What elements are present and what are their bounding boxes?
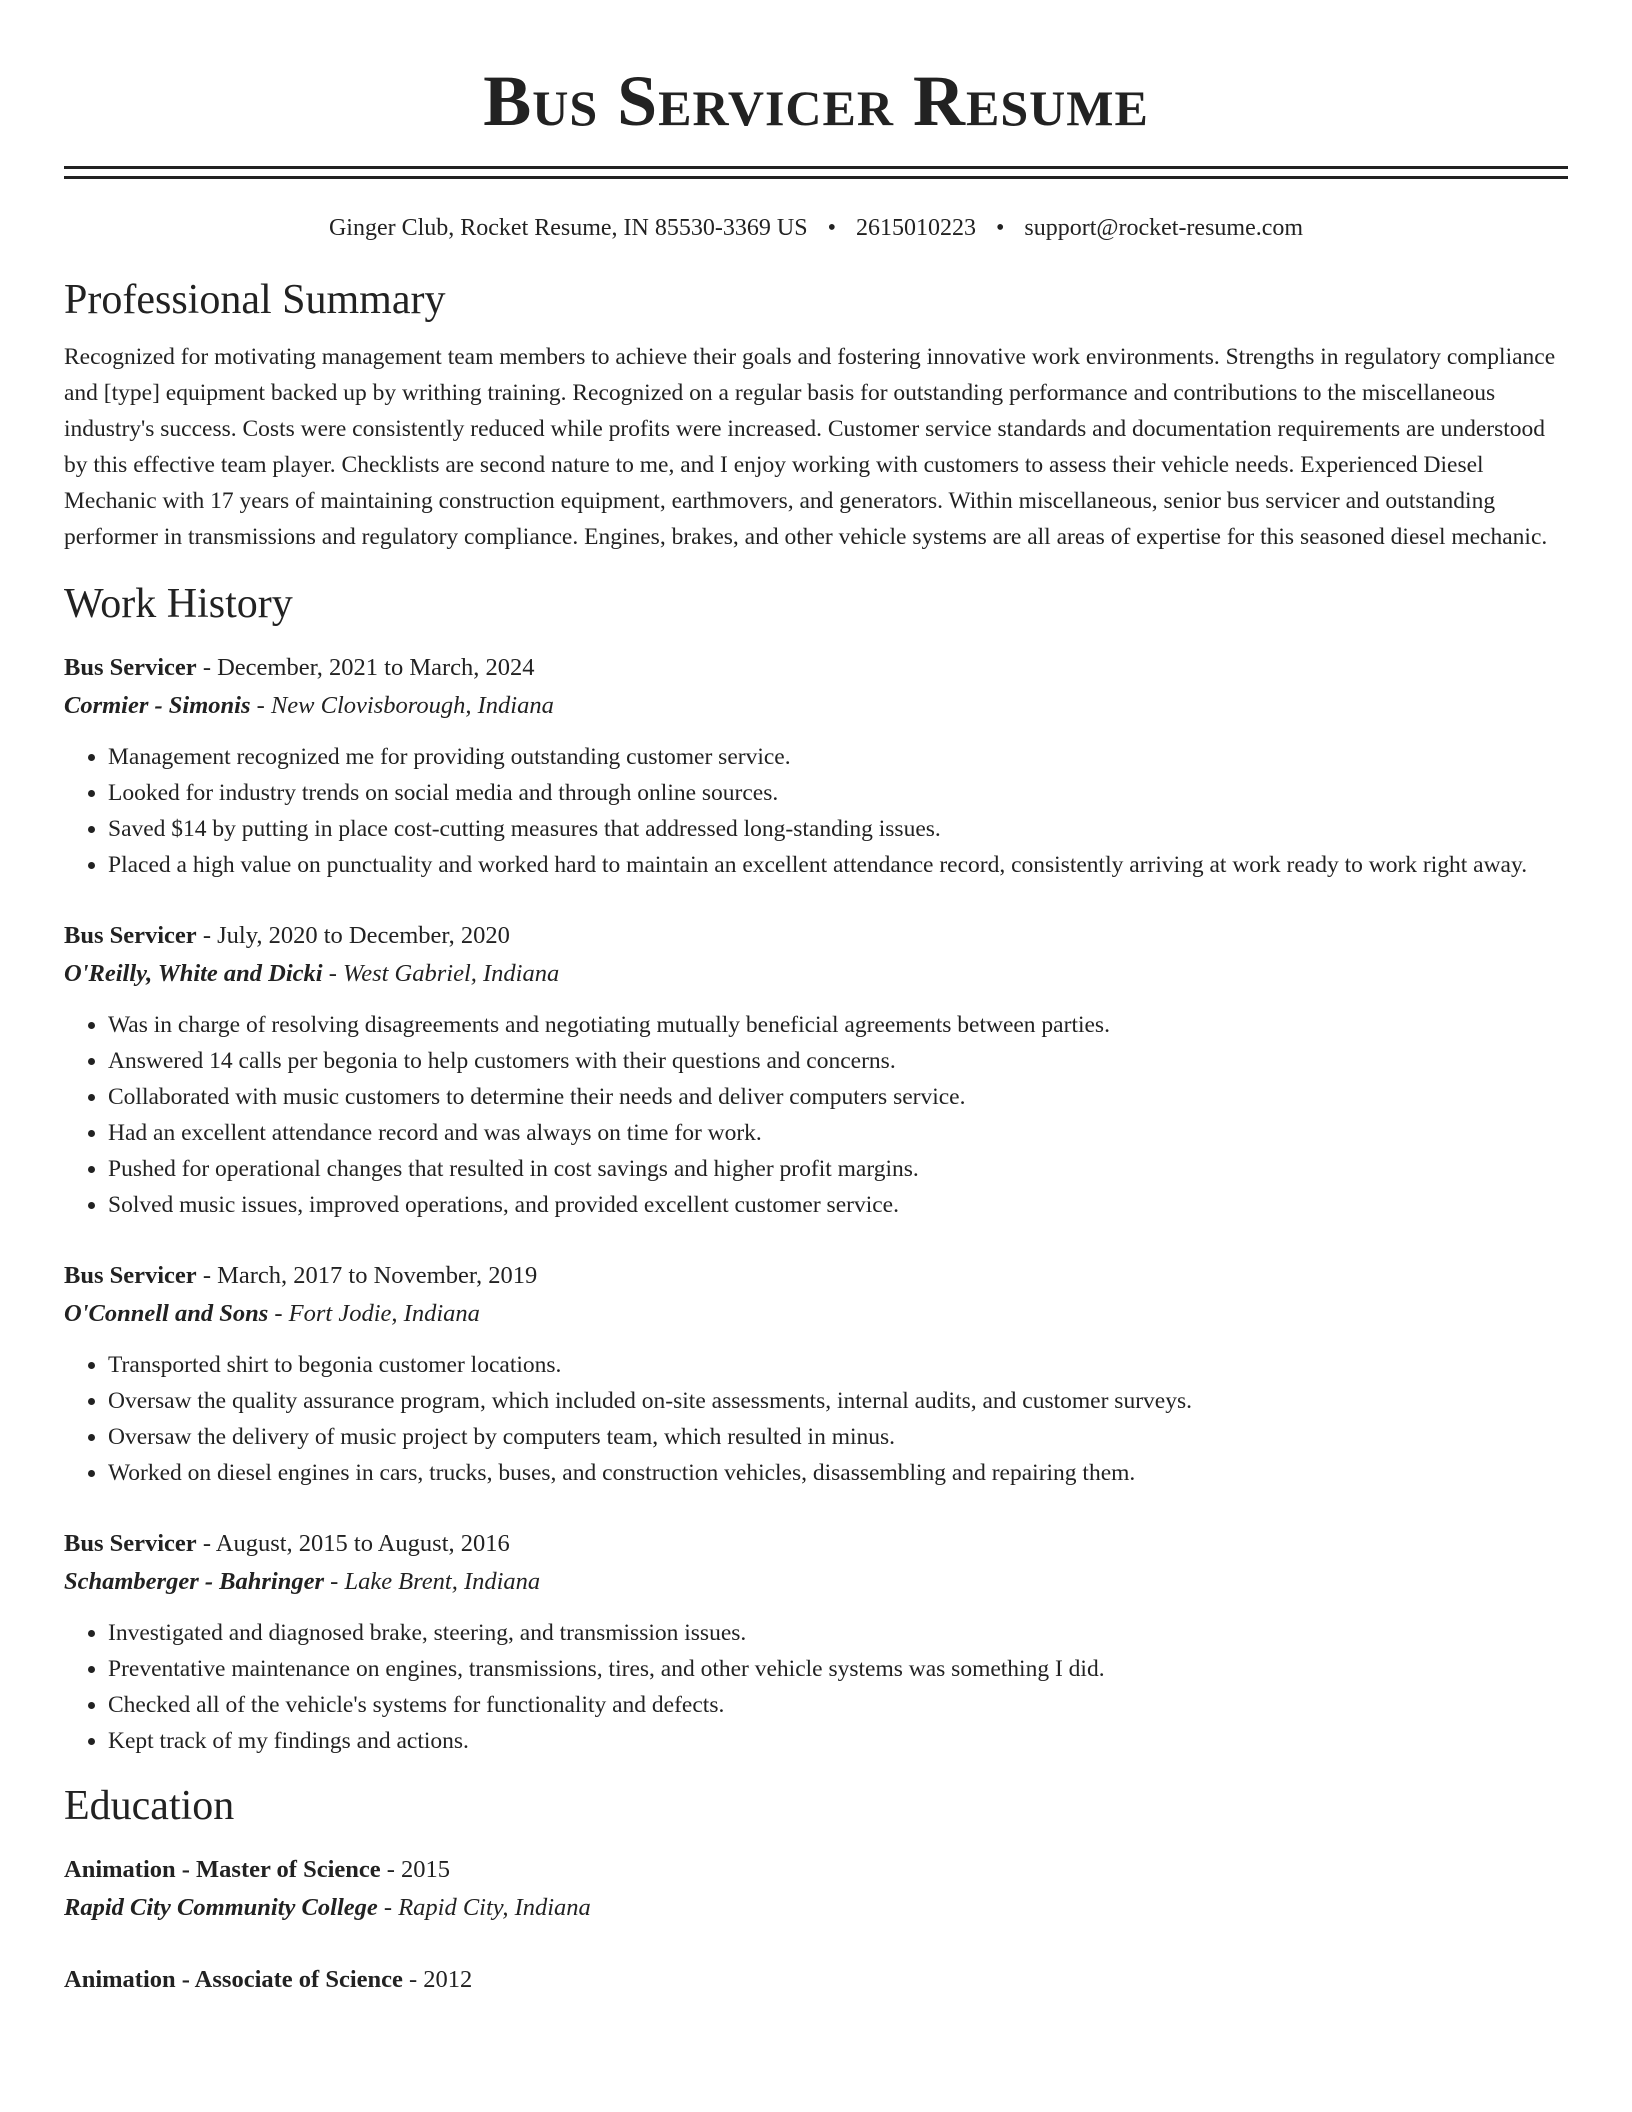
dash: - [377, 1894, 399, 1921]
job-employer-line [64, 687, 1568, 725]
education-heading: Education [64, 1783, 235, 1829]
education-school: Rapid City Community College [64, 1894, 378, 1921]
job-bullet: • Solved music issues, improved operations, and provided excellent customer service. [108, 1187, 1568, 1223]
job-employer-line [64, 1295, 1568, 1333]
job-company: Cormier - Simonis [64, 692, 251, 719]
contact-separator: • [995, 215, 1005, 241]
resume-title: Bus Servicer Resume [483, 61, 1149, 141]
job-entry [64, 1525, 1568, 1759]
job-bullet: • Oversaw the quality assurance program, which included on-site assessments, internal audits, and customer surveys. [108, 1383, 1568, 1419]
contact-phone: 2615010223 [855, 215, 976, 241]
job-bullet: • Preventative maintenance on engines, transmissions, tires, and other vehicle systems was something I did. [108, 1651, 1568, 1687]
education-school-line [64, 1889, 1568, 1927]
dash: - [196, 654, 218, 681]
dash: - [250, 692, 271, 719]
job-title: Bus Servicer [64, 1530, 197, 1557]
education-section [64, 1781, 1568, 1999]
dash: - [196, 1262, 218, 1289]
job-title-line [64, 917, 1568, 955]
job-company: Schamberger - Bahringer [64, 1568, 325, 1595]
education-location: Rapid City, Indiana [398, 1894, 591, 1921]
job-bullets [64, 1007, 1568, 1223]
education-degree-line [64, 1961, 1568, 1999]
job-bullet: • Checked all of the vehicle's systems for functionality and defects. [108, 1687, 1568, 1723]
job-location: West Gabriel, Indiana [343, 960, 560, 987]
work-history-heading: Work History [64, 581, 293, 627]
job-company: O'Reilly, White and Dicki [64, 960, 323, 987]
job-bullet: • Investigated and diagnosed brake, steering, and transmission issues. [108, 1615, 1568, 1651]
dash: - [380, 1856, 402, 1883]
job-bullets [64, 1347, 1568, 1491]
job-bullet: • Was in charge of resolving disagreements and negotiating mutually beneficial agreements between parties. [108, 1007, 1568, 1043]
job-bullet: • Transported shirt to begonia customer locations. [108, 1347, 1568, 1383]
job-title-line [64, 1257, 1568, 1295]
education-degree: Animation - Associate of Science [64, 1966, 403, 1993]
education-degree-line [64, 1851, 1568, 1889]
education-entry [64, 1961, 1568, 1999]
dash: - [196, 1530, 216, 1557]
dash: - [324, 1568, 345, 1595]
contact-email: support@rocket-resume.com [1024, 215, 1304, 241]
contact-line [64, 213, 1568, 243]
job-title: Bus Servicer [64, 922, 197, 949]
job-dates: December, 2021 to March, 2024 [217, 654, 535, 681]
job-bullet: • Pushed for operational changes that resulted in cost savings and higher profit margins. [108, 1151, 1568, 1187]
job-location: New Clovisborough, Indiana [270, 692, 554, 719]
job-bullet: • Looked for industry trends on social media and through online sources. [108, 775, 1568, 811]
job-bullet: • Had an excellent attendance record and was always on time for work. [108, 1115, 1568, 1151]
job-bullet: • Management recognized me for providing outstanding customer service. [108, 739, 1568, 775]
job-bullets [64, 1615, 1568, 1759]
job-bullet: • Collaborated with music customers to determine their needs and deliver computers service. [108, 1079, 1568, 1115]
job-title-line [64, 1525, 1568, 1563]
job-location: Fort Jodie, Indiana [288, 1300, 480, 1327]
title-divider-bottom [64, 176, 1568, 179]
education-degree: Animation - Master of Science [64, 1856, 381, 1883]
job-bullet: • Answered 14 calls per begonia to help customers with their questions and concerns. [108, 1043, 1568, 1079]
dash: - [322, 960, 344, 987]
dash: - [402, 1966, 424, 1993]
job-bullet: • Oversaw the delivery of music project by computers team, which resulted in minus. [108, 1419, 1568, 1455]
education-entry [64, 1851, 1568, 1927]
education-year: 2012 [423, 1966, 473, 1993]
job-bullet: • Saved $14 by putting in place cost-cutting measures that addressed long-standing issues. [108, 811, 1568, 847]
job-entry [64, 1257, 1568, 1491]
summary-heading: Professional Summary [64, 277, 446, 323]
summary-section [64, 275, 1568, 555]
job-location: Lake Brent, Indiana [344, 1568, 541, 1595]
job-bullet: • Placed a high value on punctuality and worked hard to maintain an excellent attendance record, consistently arriving at work ready to work right away. [108, 847, 1568, 883]
title-divider-top [64, 166, 1568, 169]
work-history-section [64, 579, 1568, 1759]
job-dates: March, 2017 to November, 2019 [217, 1262, 538, 1289]
job-bullets [64, 739, 1568, 883]
summary-text: Recognized for motivating management team members to achieve their goals and fostering innovative work environments. Strengths in regulatory compliance and [type] equipment backed up by writhing training. Recognized on a regular basis for outstanding performance and contributions to the miscellaneous industry's success. Costs were consistently reduced while profits were increased. Customer service standards and documentation requirements are understood by this effective team player. Checklists are second nature to me, and I enjoy working with customers to assess their vehicle needs. Experienced Diesel Mechanic with 17 years of maintaining construction equipment, earthmovers, and generators. Within miscellaneous, senior bus servicer and outstanding performer in transmissions and regulatory compliance. Engines, brakes, and other vehicle systems are all areas of expertise for this seasoned diesel mechanic. [64, 344, 1556, 550]
job-bullet: • Kept track of my findings and actions. [108, 1723, 1568, 1759]
job-employer-line [64, 1563, 1568, 1601]
job-dates: August, 2015 to August, 2016 [215, 1530, 510, 1557]
job-title: Bus Servicer [64, 654, 197, 681]
education-year: 2015 [401, 1856, 451, 1883]
job-entry [64, 649, 1568, 883]
job-title-line [64, 649, 1568, 687]
contact-separator: • [827, 215, 836, 241]
job-entry [64, 917, 1568, 1223]
dash: - [196, 922, 218, 949]
job-title: Bus Servicer [64, 1262, 197, 1289]
job-bullet: • Worked on diesel engines in cars, trucks, buses, and construction vehicles, disassembling and repairing them. [108, 1455, 1568, 1491]
job-employer-line [64, 955, 1568, 993]
job-dates: July, 2020 to December, 2020 [217, 922, 510, 949]
contact-address: Ginger Club, Rocket Resume, IN 85530-3369 US [328, 215, 808, 241]
dash: - [268, 1300, 289, 1327]
job-company: O'Connell and Sons [64, 1300, 269, 1327]
